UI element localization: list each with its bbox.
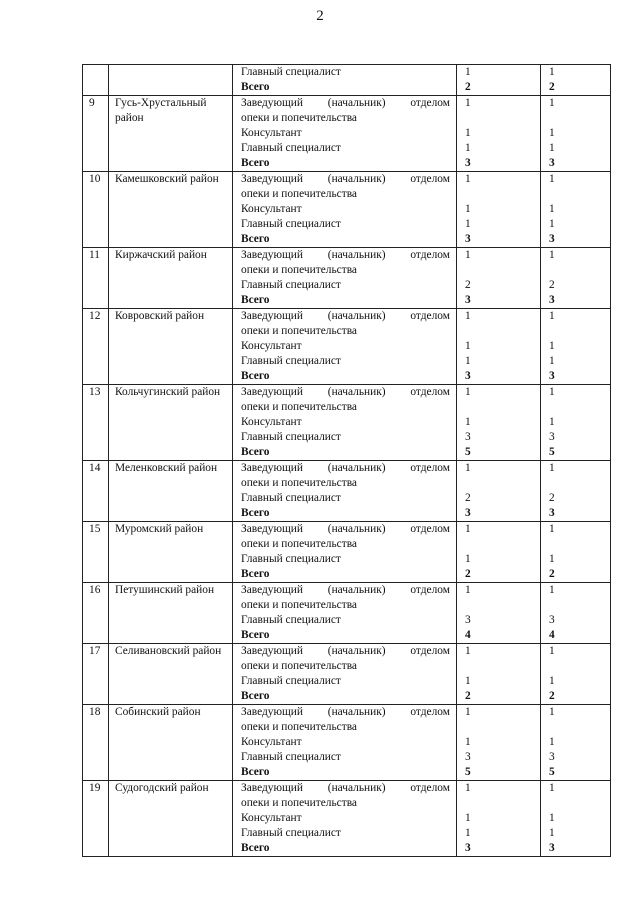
count-value: 1: [465, 584, 471, 596]
row-number-cell: 11: [83, 248, 109, 309]
row-number-cell: 13: [83, 385, 109, 461]
count-cell-2: [541, 461, 611, 522]
total-value: 3: [465, 842, 471, 854]
total-value: 3: [549, 233, 555, 245]
count-value: 1: [549, 523, 555, 535]
total-label: Всего: [241, 81, 270, 93]
total-value: 3: [465, 507, 471, 519]
count-value: 1: [549, 142, 555, 154]
position-title-line1: Заведующий (начальник) отделом: [241, 462, 450, 474]
position-title: Главный специалист: [241, 751, 341, 763]
position-title: Главный специалист: [241, 355, 341, 367]
count-value: 1: [465, 416, 471, 428]
count-value: 2: [549, 279, 555, 291]
table-row: [83, 781, 611, 857]
position-title-line1: Заведующий (начальник) отделом: [241, 706, 450, 718]
position-cell: [233, 96, 457, 172]
total-label: Всего: [241, 446, 270, 458]
position-title-line2: опеки и попечительства: [241, 797, 357, 809]
district-cell: Петушинский район: [109, 583, 233, 644]
count-value: 1: [549, 355, 555, 367]
position-title: Главный специалист: [241, 553, 341, 565]
total-label: Всего: [241, 690, 270, 702]
count-value: 1: [465, 812, 471, 824]
count-value: 1: [465, 645, 471, 657]
total-label: Всего: [241, 568, 270, 580]
row-number-cell: 10: [83, 172, 109, 248]
position-cell: [233, 522, 457, 583]
count-cell-2: [541, 65, 611, 96]
spacer: [465, 659, 540, 674]
total-value: 3: [549, 842, 555, 854]
total-label: Всего: [241, 629, 270, 641]
spacer: [549, 659, 610, 674]
count-cell-1: [457, 644, 541, 705]
count-value: 3: [465, 431, 471, 443]
spacer: [549, 187, 610, 202]
position-title: Консультант: [241, 416, 302, 428]
count-value: 1: [549, 812, 555, 824]
count-value: 1: [549, 340, 555, 352]
count-value: 3: [549, 431, 555, 443]
count-value: 1: [465, 462, 471, 474]
position-title-line1: Заведующий (начальник) отделом: [241, 523, 450, 535]
table-row: [83, 705, 611, 781]
spacer: [549, 720, 610, 735]
position-title: Консультант: [241, 812, 302, 824]
position-title: Главный специалист: [241, 431, 341, 443]
count-cell-1: [457, 248, 541, 309]
count-cell-2: [541, 248, 611, 309]
count-value: 1: [465, 386, 471, 398]
district-cell: Собинский район: [109, 705, 233, 781]
position-title: Консультант: [241, 203, 302, 215]
position-title-line1: Заведующий (начальник) отделом: [241, 386, 450, 398]
count-value: 1: [549, 218, 555, 230]
table-row: [83, 644, 611, 705]
count-value: 1: [465, 675, 471, 687]
spacer: [465, 187, 540, 202]
count-cell-2: [541, 96, 611, 172]
count-value: 1: [549, 416, 555, 428]
spacer: [549, 324, 610, 339]
count-value: 1: [465, 218, 471, 230]
spacer: [465, 796, 540, 811]
total-value: 3: [465, 294, 471, 306]
district-cell: Селивановский район: [109, 644, 233, 705]
spacer: [465, 720, 540, 735]
total-value: 3: [549, 157, 555, 169]
total-value: 5: [465, 766, 471, 778]
count-value: 2: [549, 492, 555, 504]
count-value: 1: [465, 736, 471, 748]
spacer: [465, 263, 540, 278]
position-title: Главный специалист: [241, 66, 341, 78]
table-row: [83, 248, 611, 309]
spacer: [549, 796, 610, 811]
total-value: 2: [465, 690, 471, 702]
table-row: [83, 461, 611, 522]
spacer: [549, 598, 610, 613]
count-value: 3: [549, 751, 555, 763]
total-label: Всего: [241, 233, 270, 245]
table-row: [83, 309, 611, 385]
position-title: Главный специалист: [241, 675, 341, 687]
spacer: [465, 324, 540, 339]
count-value: 2: [465, 492, 471, 504]
total-value: 3: [549, 507, 555, 519]
position-title-line2: опеки и попечительства: [241, 477, 357, 489]
count-cell-1: [457, 385, 541, 461]
total-value: 5: [465, 446, 471, 458]
count-cell-2: [541, 644, 611, 705]
spacer: [549, 476, 610, 491]
count-cell-2: [541, 781, 611, 857]
row-number-cell: 12: [83, 309, 109, 385]
spacer: [549, 537, 610, 552]
total-label: Всего: [241, 157, 270, 169]
total-value: 2: [549, 81, 555, 93]
count-cell-2: [541, 309, 611, 385]
row-number-cell: 9: [83, 96, 109, 172]
spacer: [465, 111, 540, 126]
table-row: [83, 172, 611, 248]
row-number-cell: 19: [83, 781, 109, 857]
count-cell-1: [457, 96, 541, 172]
position-title-line1: Заведующий (начальник) отделом: [241, 645, 450, 657]
spacer: [465, 537, 540, 552]
position-title: Консультант: [241, 127, 302, 139]
table-row: [83, 583, 611, 644]
position-title-line2: опеки и попечительства: [241, 538, 357, 550]
staffing-table-body: [83, 65, 611, 857]
row-number-cell: 15: [83, 522, 109, 583]
count-value: 1: [549, 645, 555, 657]
count-value: 1: [549, 782, 555, 794]
district-cell: Гусь-Хрустальный район: [109, 96, 233, 172]
district-cell: Камешковский район: [109, 172, 233, 248]
count-value: 1: [465, 355, 471, 367]
position-cell: [233, 65, 457, 96]
count-cell-1: [457, 583, 541, 644]
total-value: 3: [465, 370, 471, 382]
position-title: Главный специалист: [241, 614, 341, 626]
position-title-line1: Заведующий (начальник) отделом: [241, 782, 450, 794]
total-label: Всего: [241, 842, 270, 854]
spacer: [549, 111, 610, 126]
count-value: 3: [465, 614, 471, 626]
count-cell-1: [457, 65, 541, 96]
count-cell-1: [457, 309, 541, 385]
row-number-cell: 17: [83, 644, 109, 705]
district-cell: Кольчугинский район: [109, 385, 233, 461]
position-title: Консультант: [241, 340, 302, 352]
spacer: [549, 400, 610, 415]
total-value: 5: [549, 446, 555, 458]
total-value: 2: [465, 81, 471, 93]
row-number-cell: 18: [83, 705, 109, 781]
position-title: Главный специалист: [241, 492, 341, 504]
count-value: 1: [465, 203, 471, 215]
count-cell-1: [457, 522, 541, 583]
position-title-line2: опеки и попечительства: [241, 325, 357, 337]
count-value: 1: [549, 249, 555, 261]
count-value: 1: [549, 736, 555, 748]
count-cell-2: [541, 583, 611, 644]
page-number: 2: [316, 8, 324, 24]
row-number-cell: 16: [83, 583, 109, 644]
position-cell: [233, 705, 457, 781]
position-title-line1: Заведующий (начальник) отделом: [241, 173, 450, 185]
count-value: 1: [465, 142, 471, 154]
count-cell-2: [541, 385, 611, 461]
district-cell: Муромский район: [109, 522, 233, 583]
spacer: [549, 263, 610, 278]
staffing-table: [82, 64, 611, 857]
total-label: Всего: [241, 370, 270, 382]
count-value: 2: [465, 279, 471, 291]
total-value: 2: [549, 568, 555, 580]
count-value: 1: [549, 97, 555, 109]
position-title-line2: опеки и попечительства: [241, 188, 357, 200]
count-cell-1: [457, 705, 541, 781]
position-title-line2: опеки и попечительства: [241, 721, 357, 733]
position-title-line1: Заведующий (начальник) отделом: [241, 310, 450, 322]
position-title-line2: опеки и попечительства: [241, 401, 357, 413]
count-cell-1: [457, 781, 541, 857]
position-title-line1: Заведующий (начальник) отделом: [241, 584, 450, 596]
table-row: [83, 522, 611, 583]
count-cell-2: [541, 172, 611, 248]
total-value: 4: [549, 629, 555, 641]
count-value: 1: [465, 782, 471, 794]
count-value: 1: [465, 249, 471, 261]
count-value: 1: [465, 706, 471, 718]
count-cell-1: [457, 461, 541, 522]
total-value: 2: [465, 568, 471, 580]
table-row-continuation: [83, 65, 611, 96]
position-cell: [233, 583, 457, 644]
count-value: 1: [549, 675, 555, 687]
position-cell: [233, 385, 457, 461]
row-number-cell: 14: [83, 461, 109, 522]
total-value: 3: [465, 157, 471, 169]
position-title: Консультант: [241, 736, 302, 748]
position-cell: [233, 172, 457, 248]
position-title-line2: опеки и попечительства: [241, 599, 357, 611]
total-value: 5: [549, 766, 555, 778]
count-value: 1: [549, 706, 555, 718]
total-value: 3: [465, 233, 471, 245]
count-value: 1: [465, 310, 471, 322]
count-value: 1: [465, 127, 471, 139]
count-value: 1: [549, 462, 555, 474]
count-value: 1: [465, 523, 471, 535]
count-value: 1: [465, 173, 471, 185]
spacer: [465, 400, 540, 415]
table-row: [83, 385, 611, 461]
position-cell: [233, 461, 457, 522]
position-title: Главный специалист: [241, 827, 341, 839]
district-cell: [109, 65, 233, 96]
count-value: 1: [465, 97, 471, 109]
position-title-line1: Заведующий (начальник) отделом: [241, 249, 450, 261]
position-title-line2: опеки и попечительства: [241, 660, 357, 672]
position-title: Главный специалист: [241, 279, 341, 291]
position-cell: [233, 248, 457, 309]
district-cell: Ковровский район: [109, 309, 233, 385]
count-value: 1: [549, 66, 555, 78]
count-value: 1: [549, 203, 555, 215]
total-label: Всего: [241, 507, 270, 519]
count-value: 3: [465, 751, 471, 763]
total-value: 4: [465, 629, 471, 641]
total-label: Всего: [241, 294, 270, 306]
total-value: 2: [549, 690, 555, 702]
count-cell-1: [457, 172, 541, 248]
district-cell: Меленковский район: [109, 461, 233, 522]
count-value: 1: [465, 827, 471, 839]
position-title-line2: опеки и попечительства: [241, 112, 357, 124]
count-value: 1: [549, 827, 555, 839]
spacer: [465, 476, 540, 491]
row-number-cell: [83, 65, 109, 96]
position-title-line1: Заведующий (начальник) отделом: [241, 97, 450, 109]
position-title-line2: опеки и попечительства: [241, 264, 357, 276]
total-value: 3: [549, 370, 555, 382]
count-value: 1: [465, 66, 471, 78]
count-cell-2: [541, 522, 611, 583]
count-value: 1: [549, 127, 555, 139]
count-value: 1: [549, 310, 555, 322]
position-cell: [233, 781, 457, 857]
count-value: 3: [549, 614, 555, 626]
district-cell: Судогодский район: [109, 781, 233, 857]
count-value: 1: [465, 553, 471, 565]
position-title: Главный специалист: [241, 142, 341, 154]
total-value: 3: [549, 294, 555, 306]
spacer: [465, 598, 540, 613]
district-cell: Киржачский район: [109, 248, 233, 309]
total-label: Всего: [241, 766, 270, 778]
position-cell: [233, 309, 457, 385]
table-row: [83, 96, 611, 172]
count-value: 1: [549, 584, 555, 596]
position-cell: [233, 644, 457, 705]
count-value: 1: [549, 553, 555, 565]
count-cell-2: [541, 705, 611, 781]
position-title: Главный специалист: [241, 218, 341, 230]
count-value: 1: [465, 340, 471, 352]
count-value: 1: [549, 386, 555, 398]
count-value: 1: [549, 173, 555, 185]
